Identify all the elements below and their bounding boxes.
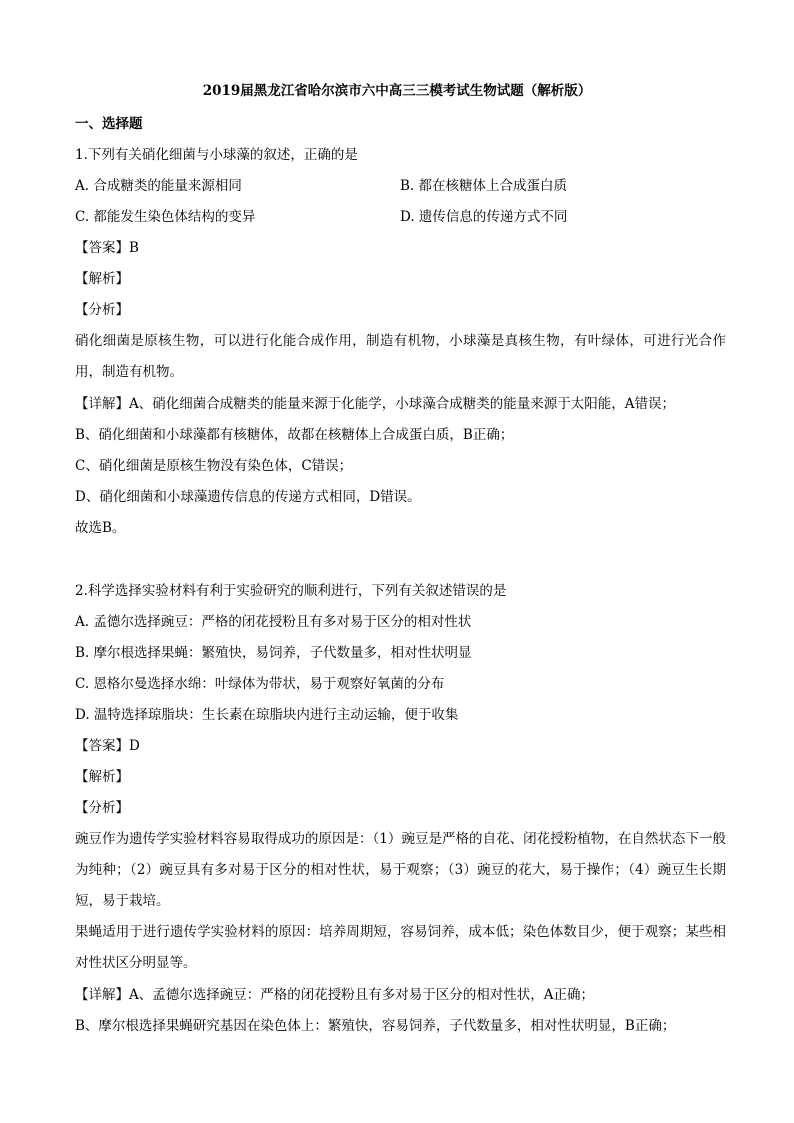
q2-option-c: C. 恩格尔曼选择水绵：叶绿体为带状，易于观察好氧菌的分布 xyxy=(75,676,445,692)
q2-answer: 【答案】D xyxy=(75,738,140,754)
q2-detail-b: B、摩尔根选择果蝇研究基因在染色体上：繁殖快，容易饲养，子代数量多，相对性状明显，B正确； xyxy=(75,1018,676,1034)
q2-fenxi-label: 【分析】 xyxy=(75,800,129,816)
q2-option-b: B. 摩尔根选择果蝇：繁殖快，易饲养，子代数量多，相对性状明显 xyxy=(75,645,472,661)
q2-jiexi-label: 【解析】 xyxy=(75,769,129,785)
q1-conclusion: 故选B。 xyxy=(75,520,126,536)
q1-option-d: D. 遗传信息的传递方式不同 xyxy=(400,209,568,225)
q1-detail-d: D、硝化细菌和小球藻遗传信息的传递方式相同，D错误。 xyxy=(75,489,421,505)
q1-option-c: C. 都能发生染色体结构的变异 xyxy=(75,209,256,225)
q2-detail-a: 【详解】A、孟德尔选择豌豆：严格的闭花授粉且有多对易于区分的相对性状，A正确； xyxy=(75,987,594,1003)
section-heading: 一、选择题 xyxy=(75,116,143,132)
q1-answer: 【答案】B xyxy=(75,240,139,256)
q2-option-a: A. 孟德尔选择豌豆：严格的闭花授粉且有多对易于区分的相对性状 xyxy=(75,614,472,630)
q1-detail-c: C、硝化细菌是原核生物没有染色体，C错误； xyxy=(75,458,353,474)
q1-analysis: 硝化细菌是原核生物，可以进行化能合成作用，制造有机物，小球藻是真核生物，有叶绿体，可进行光合作用，制造有机物。 xyxy=(75,333,726,380)
q1-detail-b: B、硝化细菌和小球藻都有核糖体，故都在核糖体上合成蛋白质，B正确； xyxy=(75,427,514,443)
document-title: 2019届黑龙江省哈尔滨市六中高三三模考试生物试题（解析版） xyxy=(202,83,592,99)
q2-analysis-1: 豌豆作为遗传学实验材料容易取得成功的原因是：（1）豌豆是严格的自花、闭花授粉植物，在自然状态下一般为纯种；（2）豌豆具有多对易于区分的相对性状，易于观察；（3）豌豆的花大，易于操作；（4）豌豆生长期短，易于栽培。 xyxy=(75,831,726,909)
q2-option-d: D. 温特选择琼脂块：生长素在琼脂块内进行主动运输，便于收集 xyxy=(75,707,459,723)
q1-jiexi-label: 【解析】 xyxy=(75,271,129,287)
q1-option-a: A. 合成糖类的能量来源相同 xyxy=(75,178,242,194)
q2-stem: 2.科学选择实验材料有利于实验研究的顺利进行，下列有关叙述错误的是 xyxy=(75,583,507,599)
q1-detail-a: 【详解】A、硝化细菌合成糖类的能量来源于化能学，小球藻合成糖类的能量来源于太阳能，A错误； xyxy=(75,396,675,412)
q1-fenxi-label: 【分析】 xyxy=(75,302,129,318)
q1-option-b: B. 都在核糖体上合成蛋白质 xyxy=(400,178,568,194)
q2-analysis-2: 果蝇适用于进行遗传学实验材料的原因：培养周期短，容易饲养，成本低；染色体数目少，便于观察；某些相对性状区分明显等。 xyxy=(75,924,726,971)
q1-stem: 1.下列有关硝化细菌与小球藻的叙述，正确的是 xyxy=(75,147,358,163)
